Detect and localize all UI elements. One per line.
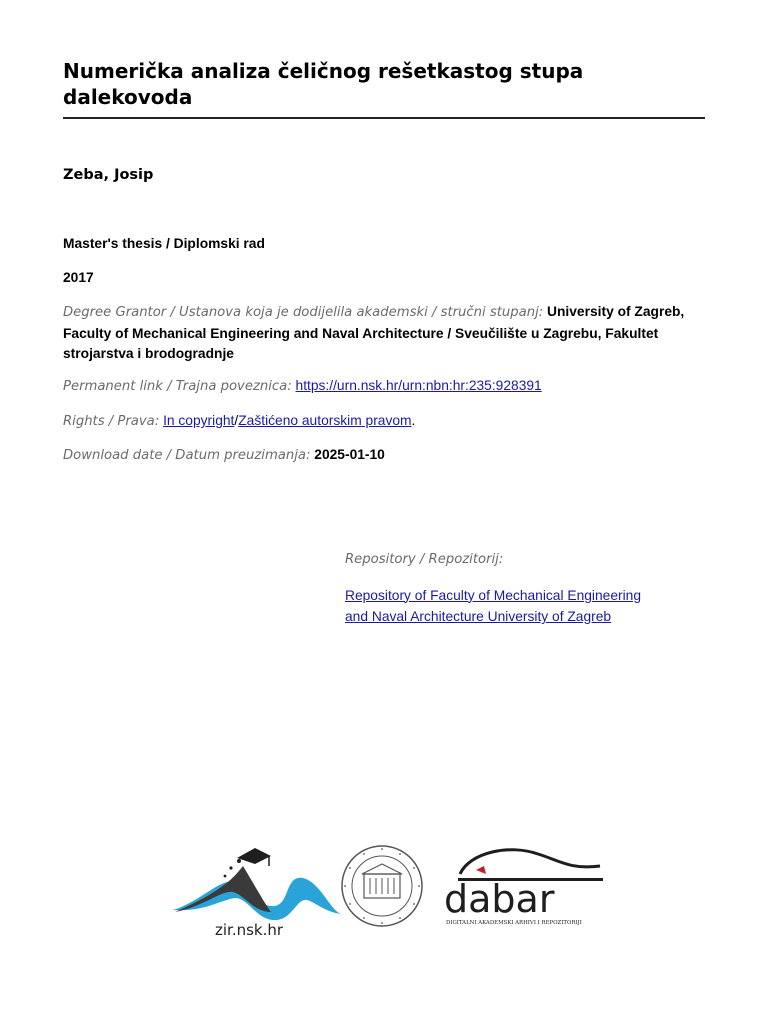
repository-link-line2[interactable]: and Naval Architecture University of Zagreb [345, 609, 612, 624]
download-date-block [63, 445, 713, 467]
degree-grantor-label: Degree Grantor / Ustanova koja je dodijelila akademski / stručni stupanj: [63, 305, 544, 320]
repository-label: Repository / Repozitorij: [345, 552, 504, 567]
rights-block [63, 411, 713, 433]
download-date-label: Download date / Datum preuzimanja: [63, 448, 311, 463]
permanent-link-label: Permanent link / Trajna poveznica: [63, 379, 292, 394]
document-title: Numerička analiza čeličnog rešetkastog stupa dalekovoda [63, 59, 584, 109]
zir-logo-icon [165, 840, 345, 940]
dabar-logo-text: dabar [444, 877, 555, 921]
permanent-link-block [63, 376, 713, 398]
dabar-logo-subtitle: DIGITALNI AKADEMSKI ARHIVI I REPOZITORIJI [446, 920, 582, 926]
logo-strip [0, 830, 768, 940]
title-divider [63, 117, 705, 119]
zir-logo-text: zir.nsk.hr [215, 921, 284, 939]
rights-link-in-copyright[interactable]: In copyright [163, 413, 235, 428]
download-date-value: 2025-01-10 [314, 447, 385, 462]
repository-block [345, 549, 665, 628]
rights-label: Rights / Prava: [63, 414, 160, 429]
permanent-link[interactable]: https://urn.nsk.hr/urn:nbn:hr:235:928391 [295, 378, 542, 393]
rights-separator: / [234, 413, 239, 428]
author-name: Zeba, Josip [63, 167, 154, 183]
thesis-type: Master's thesis / Diplomski rad [63, 236, 265, 251]
repository-link-line1[interactable]: Repository of Faculty of Mechanical Engineering [345, 587, 642, 603]
rights-end: . [411, 413, 416, 428]
rights-link-zasticeno[interactable]: Zaštićeno autorskim pravom [238, 413, 412, 428]
degree-grantor-value: University of Zagreb, Faculty of Mechanical Engineering and Naval Architecture / Sveučilište u Zagrebu, Fakultet strojarstva i brodogradnje [63, 304, 685, 361]
publication-year: 2017 [63, 270, 94, 285]
degree-grantor-block [63, 302, 713, 365]
university-seal-icon [340, 844, 424, 928]
dabar-logo-icon [440, 844, 605, 928]
